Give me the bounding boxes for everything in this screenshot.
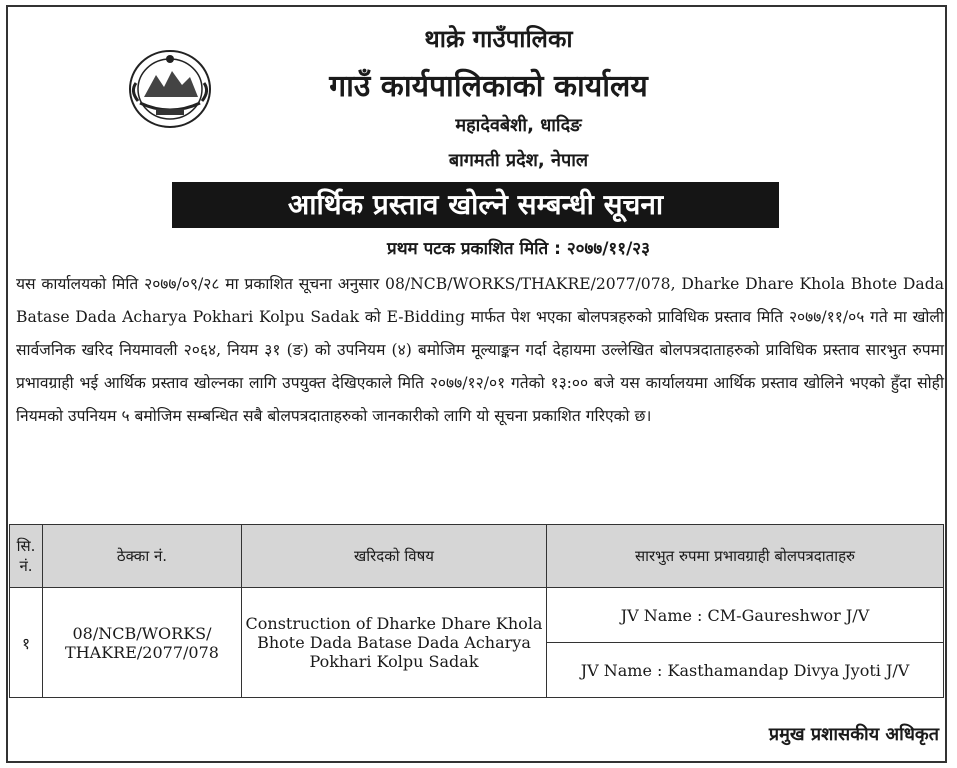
publication-date: प्रथम पटक प्रकाशित मिति : २०७७/११/२३ — [387, 239, 650, 259]
municipality-name: थाक्रे गाउँपालिका — [424, 25, 573, 53]
cell-subject: Construction of Dharke Dhare Khola Bhote Dada Batase Dada Acharya Pokhari Kolpu Sadak — [242, 588, 547, 698]
notice-body — [16, 268, 944, 433]
notice-title: आर्थिक प्रस्ताव खोल्ने सम्बन्धी सूचना — [172, 182, 779, 228]
bidders-table — [9, 524, 944, 698]
table-row — [10, 588, 944, 643]
header-sn: सि. नं. — [10, 525, 43, 588]
cell-bidder-1: JV Name : CM-Gaureshwor J/V — [547, 588, 944, 643]
table-header-row — [10, 525, 944, 588]
cell-sn: १ — [10, 588, 43, 698]
cell-bidder-2: JV Name : Kasthamandap Divya Jyoti J/V — [547, 643, 944, 698]
province-line: बागमती प्रदेश, नेपाल — [448, 150, 589, 171]
header-subject: खरिदको विषय — [242, 525, 547, 588]
signatory-title: प्रमुख प्रशासकीय अधिकृत — [768, 724, 939, 745]
office-name: गाउँ कार्यपालिकाको कार्यालय — [329, 69, 648, 104]
cell-contract-no: 08/NCB/WORKS/ THAKRE/2077/078 — [43, 588, 242, 698]
header-contract-no: ठेक्का नं. — [43, 525, 242, 588]
notice-paragraph: यस कार्यालयको मिति २०७७/०९/२८ मा प्रकाशित सूचना अनुसार 08/NCB/WORKS/THAKRE/2077/078, Dharke Dhare Khola Bhote Dada Batase Dada Acharya Pokhari Kolpu Sadak को E-Bidding मार्फत पेश भएका बोलपत्रहरुको प्राविधिक प्रस्ताव मिति २०७७/११/०५ गते मा खोली सार्वजनिक खरिद नियमावली २०६४, नियम ३१ (ङ) को उपनियम (४) बमोजिम मूल्याङ्कन गर्दा देहायमा उल्लेखित बोलपत्रदाताहरुको प्राविधिक प्रस्ताव सारभुत रुपमा प्रभावग्राही भई आर्थिक प्रस्ताव खोल्नका लागि उपयुक्त देखिएकाले मिति २०७७/१२/०१ गतेको १३:०० बजे यस कार्यालयमा आर्थिक प्रस्ताव खोलिने भएको हुँदा सोही नियमको उपनियम ५ बमोजिम सम्बन्धित सबै बोलपत्रदाताहरुको जानकारीको लागि यो सूचना प्रकाशित गरिएको छ। — [16, 275, 944, 425]
address-line: महादेवबेशी, धादिङ — [455, 115, 582, 136]
header-bidders: सारभुत रुपमा प्रभावग्राही बोलपत्रदाताहरु — [547, 525, 944, 588]
